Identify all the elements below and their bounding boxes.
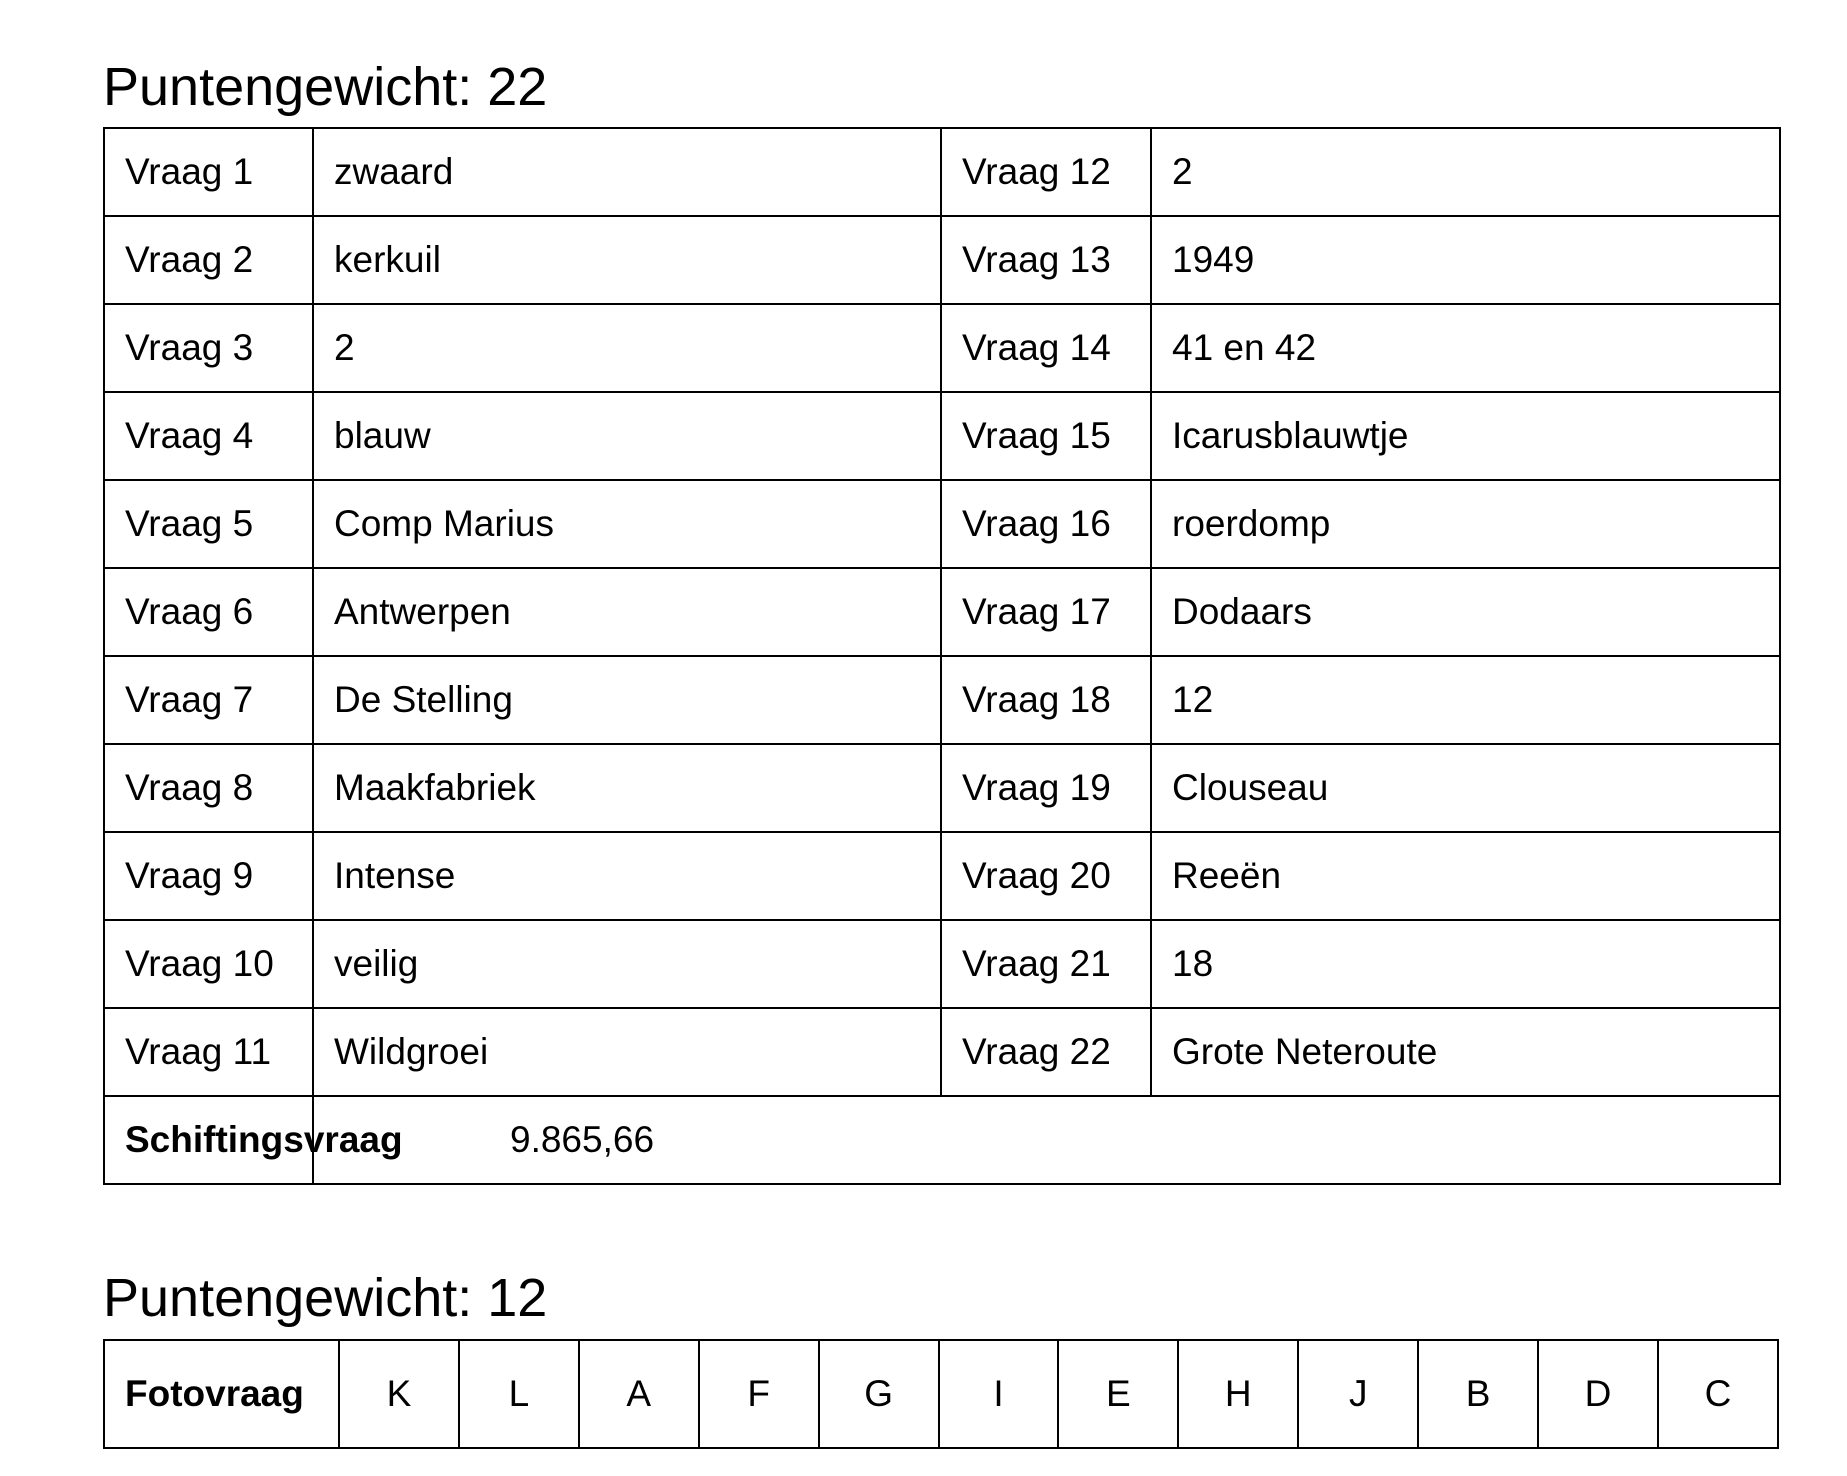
answer-row xyxy=(104,832,1780,920)
photo-answer-letter: A xyxy=(579,1340,699,1448)
question-label: Vraag 1 xyxy=(104,128,313,216)
answer-row xyxy=(104,1008,1780,1096)
photo-answer-letter: E xyxy=(1058,1340,1178,1448)
question-label: Vraag 22 xyxy=(941,1008,1151,1096)
question-label: Vraag 6 xyxy=(104,568,313,656)
answer-row xyxy=(104,568,1780,656)
question-label: Vraag 5 xyxy=(104,480,313,568)
photo-question-label: Fotovraag xyxy=(104,1340,339,1448)
answer-cell: 2 xyxy=(1151,128,1780,216)
question-label: Vraag 15 xyxy=(941,392,1151,480)
question-label: Vraag 9 xyxy=(104,832,313,920)
answer-cell: Grote Neteroute xyxy=(1151,1008,1780,1096)
answer-cell: 2 xyxy=(313,304,941,392)
photo-answer-letter: K xyxy=(339,1340,459,1448)
answer-row xyxy=(104,480,1780,568)
answer-cell: Reeën xyxy=(1151,832,1780,920)
photo-answer-letter: H xyxy=(1178,1340,1298,1448)
answers-table xyxy=(103,127,1781,1185)
answer-row xyxy=(104,744,1780,832)
answer-cell: 1949 xyxy=(1151,216,1780,304)
question-label: Vraag 8 xyxy=(104,744,313,832)
photo-answer-letter: F xyxy=(699,1340,819,1448)
photo-answer-letter: I xyxy=(939,1340,1059,1448)
answer-cell: veilig xyxy=(313,920,941,1008)
question-label: Vraag 4 xyxy=(104,392,313,480)
answer-row xyxy=(104,304,1780,392)
photo-answer-letter: D xyxy=(1538,1340,1658,1448)
question-label: Vraag 14 xyxy=(941,304,1151,392)
question-label: Vraag 18 xyxy=(941,656,1151,744)
answers-table-body xyxy=(104,128,1780,1184)
question-label: Vraag 7 xyxy=(104,656,313,744)
photo-answer-letter: B xyxy=(1418,1340,1538,1448)
section-2-heading: Puntengewicht: 12 xyxy=(103,1268,548,1328)
answer-row xyxy=(104,656,1780,744)
answer-row xyxy=(104,128,1780,216)
answer-row xyxy=(104,920,1780,1008)
photo-answer-letter: C xyxy=(1658,1340,1778,1448)
question-label: Vraag 19 xyxy=(941,744,1151,832)
question-label: Vraag 3 xyxy=(104,304,313,392)
answer-cell: Icarusblauwtje xyxy=(1151,392,1780,480)
question-label: Vraag 12 xyxy=(941,128,1151,216)
question-label: Vraag 13 xyxy=(941,216,1151,304)
photo-answer-letter: G xyxy=(819,1340,939,1448)
photo-answer-letter: L xyxy=(459,1340,579,1448)
section-1-heading: Puntengewicht: 22 xyxy=(103,57,548,117)
answer-cell: Comp Marius xyxy=(313,480,941,568)
answer-cell: 18 xyxy=(1151,920,1780,1008)
answer-cell: zwaard xyxy=(313,128,941,216)
question-label: Vraag 11 xyxy=(104,1008,313,1096)
answer-row xyxy=(104,216,1780,304)
tiebreak-label: Schiftingsvraag xyxy=(104,1096,313,1184)
question-label: Vraag 10 xyxy=(104,920,313,1008)
answer-cell: Wildgroei xyxy=(313,1008,941,1096)
photo-question-row xyxy=(104,1340,1778,1448)
question-label: Vraag 2 xyxy=(104,216,313,304)
answer-cell: Dodaars xyxy=(1151,568,1780,656)
question-label: Vraag 16 xyxy=(941,480,1151,568)
answer-cell: 12 xyxy=(1151,656,1780,744)
photo-question-table xyxy=(103,1339,1779,1449)
answer-cell: De Stelling xyxy=(313,656,941,744)
question-label: Vraag 17 xyxy=(941,568,1151,656)
tiebreak-value: 9.865,66 xyxy=(313,1096,1780,1184)
answer-cell: kerkuil xyxy=(313,216,941,304)
question-label: Vraag 20 xyxy=(941,832,1151,920)
answer-cell: roerdomp xyxy=(1151,480,1780,568)
answer-cell: Clouseau xyxy=(1151,744,1780,832)
answer-cell: 41 en 42 xyxy=(1151,304,1780,392)
answer-cell: blauw xyxy=(313,392,941,480)
answer-cell: Antwerpen xyxy=(313,568,941,656)
answer-cell: Maakfabriek xyxy=(313,744,941,832)
question-label: Vraag 21 xyxy=(941,920,1151,1008)
photo-answer-letter: J xyxy=(1298,1340,1418,1448)
answer-cell: Intense xyxy=(313,832,941,920)
answer-row xyxy=(104,392,1780,480)
tiebreak-row xyxy=(104,1096,1780,1184)
